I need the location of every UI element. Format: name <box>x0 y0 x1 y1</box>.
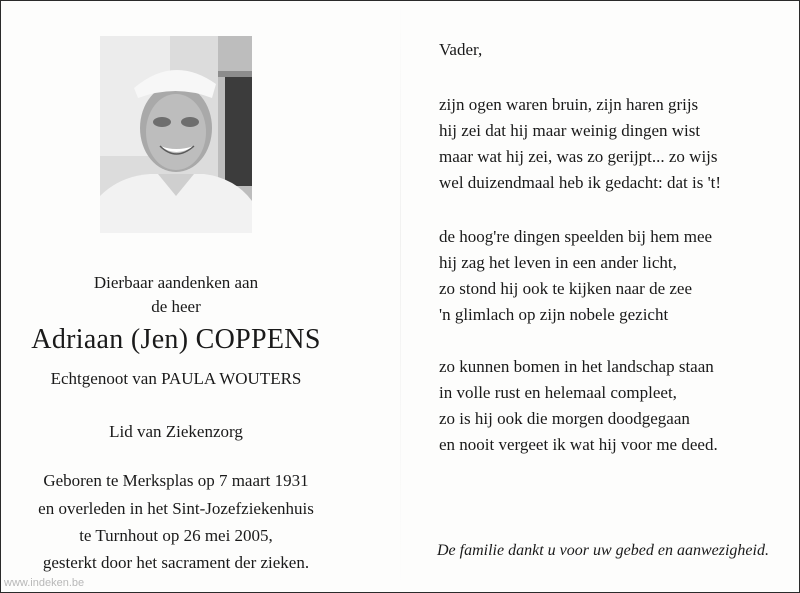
poem-line: zo stond hij ook te kijken naar de zee <box>439 279 693 298</box>
watermark: www.indeken.be <box>4 577 85 589</box>
spouse-text: Echtgenoot van PAULA WOUTERS <box>50 369 302 388</box>
poem-line: hij zag het leven in een ander licht, <box>439 253 677 272</box>
title-text: de heer <box>151 297 201 316</box>
poem-line: in volle rust en helemaal compleet, <box>439 383 677 402</box>
intro-text: Dierbaar aandenken aan <box>93 273 259 292</box>
poem-line: en nooit vergeet ik wat hij voor me deed. <box>439 435 718 454</box>
card-fold <box>400 1 401 592</box>
life-line-3: te Turnhout op 26 mei 2005, <box>79 526 273 545</box>
portrait-image <box>100 36 252 233</box>
life-line-4: gesterkt door het sacrament der zieken. <box>42 553 310 572</box>
poem-line: hij zei dat hij maar weinig dingen wist <box>439 121 701 140</box>
poem-stanza-2 <box>439 224 779 328</box>
poem-line: zo kunnen bomen in het landschap staan <box>439 357 714 376</box>
poem-stanza-3 <box>439 354 779 458</box>
poem-line: de hoog're dingen speelden bij hem mee <box>439 227 713 246</box>
portrait-photo <box>100 36 252 233</box>
family-thanks: De familie dankt u voor uw gebed en aanwezigheid. <box>437 542 769 559</box>
poem-salutation <box>439 37 779 63</box>
life-line-1: Geboren te Merksplas op 7 maart 1931 <box>43 471 309 490</box>
membership-text: Lid van Ziekenzorg <box>109 422 243 441</box>
deceased-name: Adriaan (Jen) COPPENS <box>31 324 321 355</box>
poem-line: zo is hij ook die morgen doodgegaan <box>439 409 690 428</box>
poem-line: 'n glimlach op zijn nobele gezicht <box>439 305 669 324</box>
poem-stanza-1 <box>439 92 779 196</box>
life-line-2: en overleden in het Sint-Jozefziekenhuis <box>38 499 314 518</box>
salutation-text: Vader, <box>439 40 483 59</box>
poem-line: maar wat hij zei, was zo gerijpt... zo wijs <box>439 147 718 166</box>
poem-line: wel duizendmaal heb ik gedacht: dat is 't! <box>439 173 722 192</box>
poem-line: zijn ogen waren bruin, zijn haren grijs <box>439 95 699 114</box>
